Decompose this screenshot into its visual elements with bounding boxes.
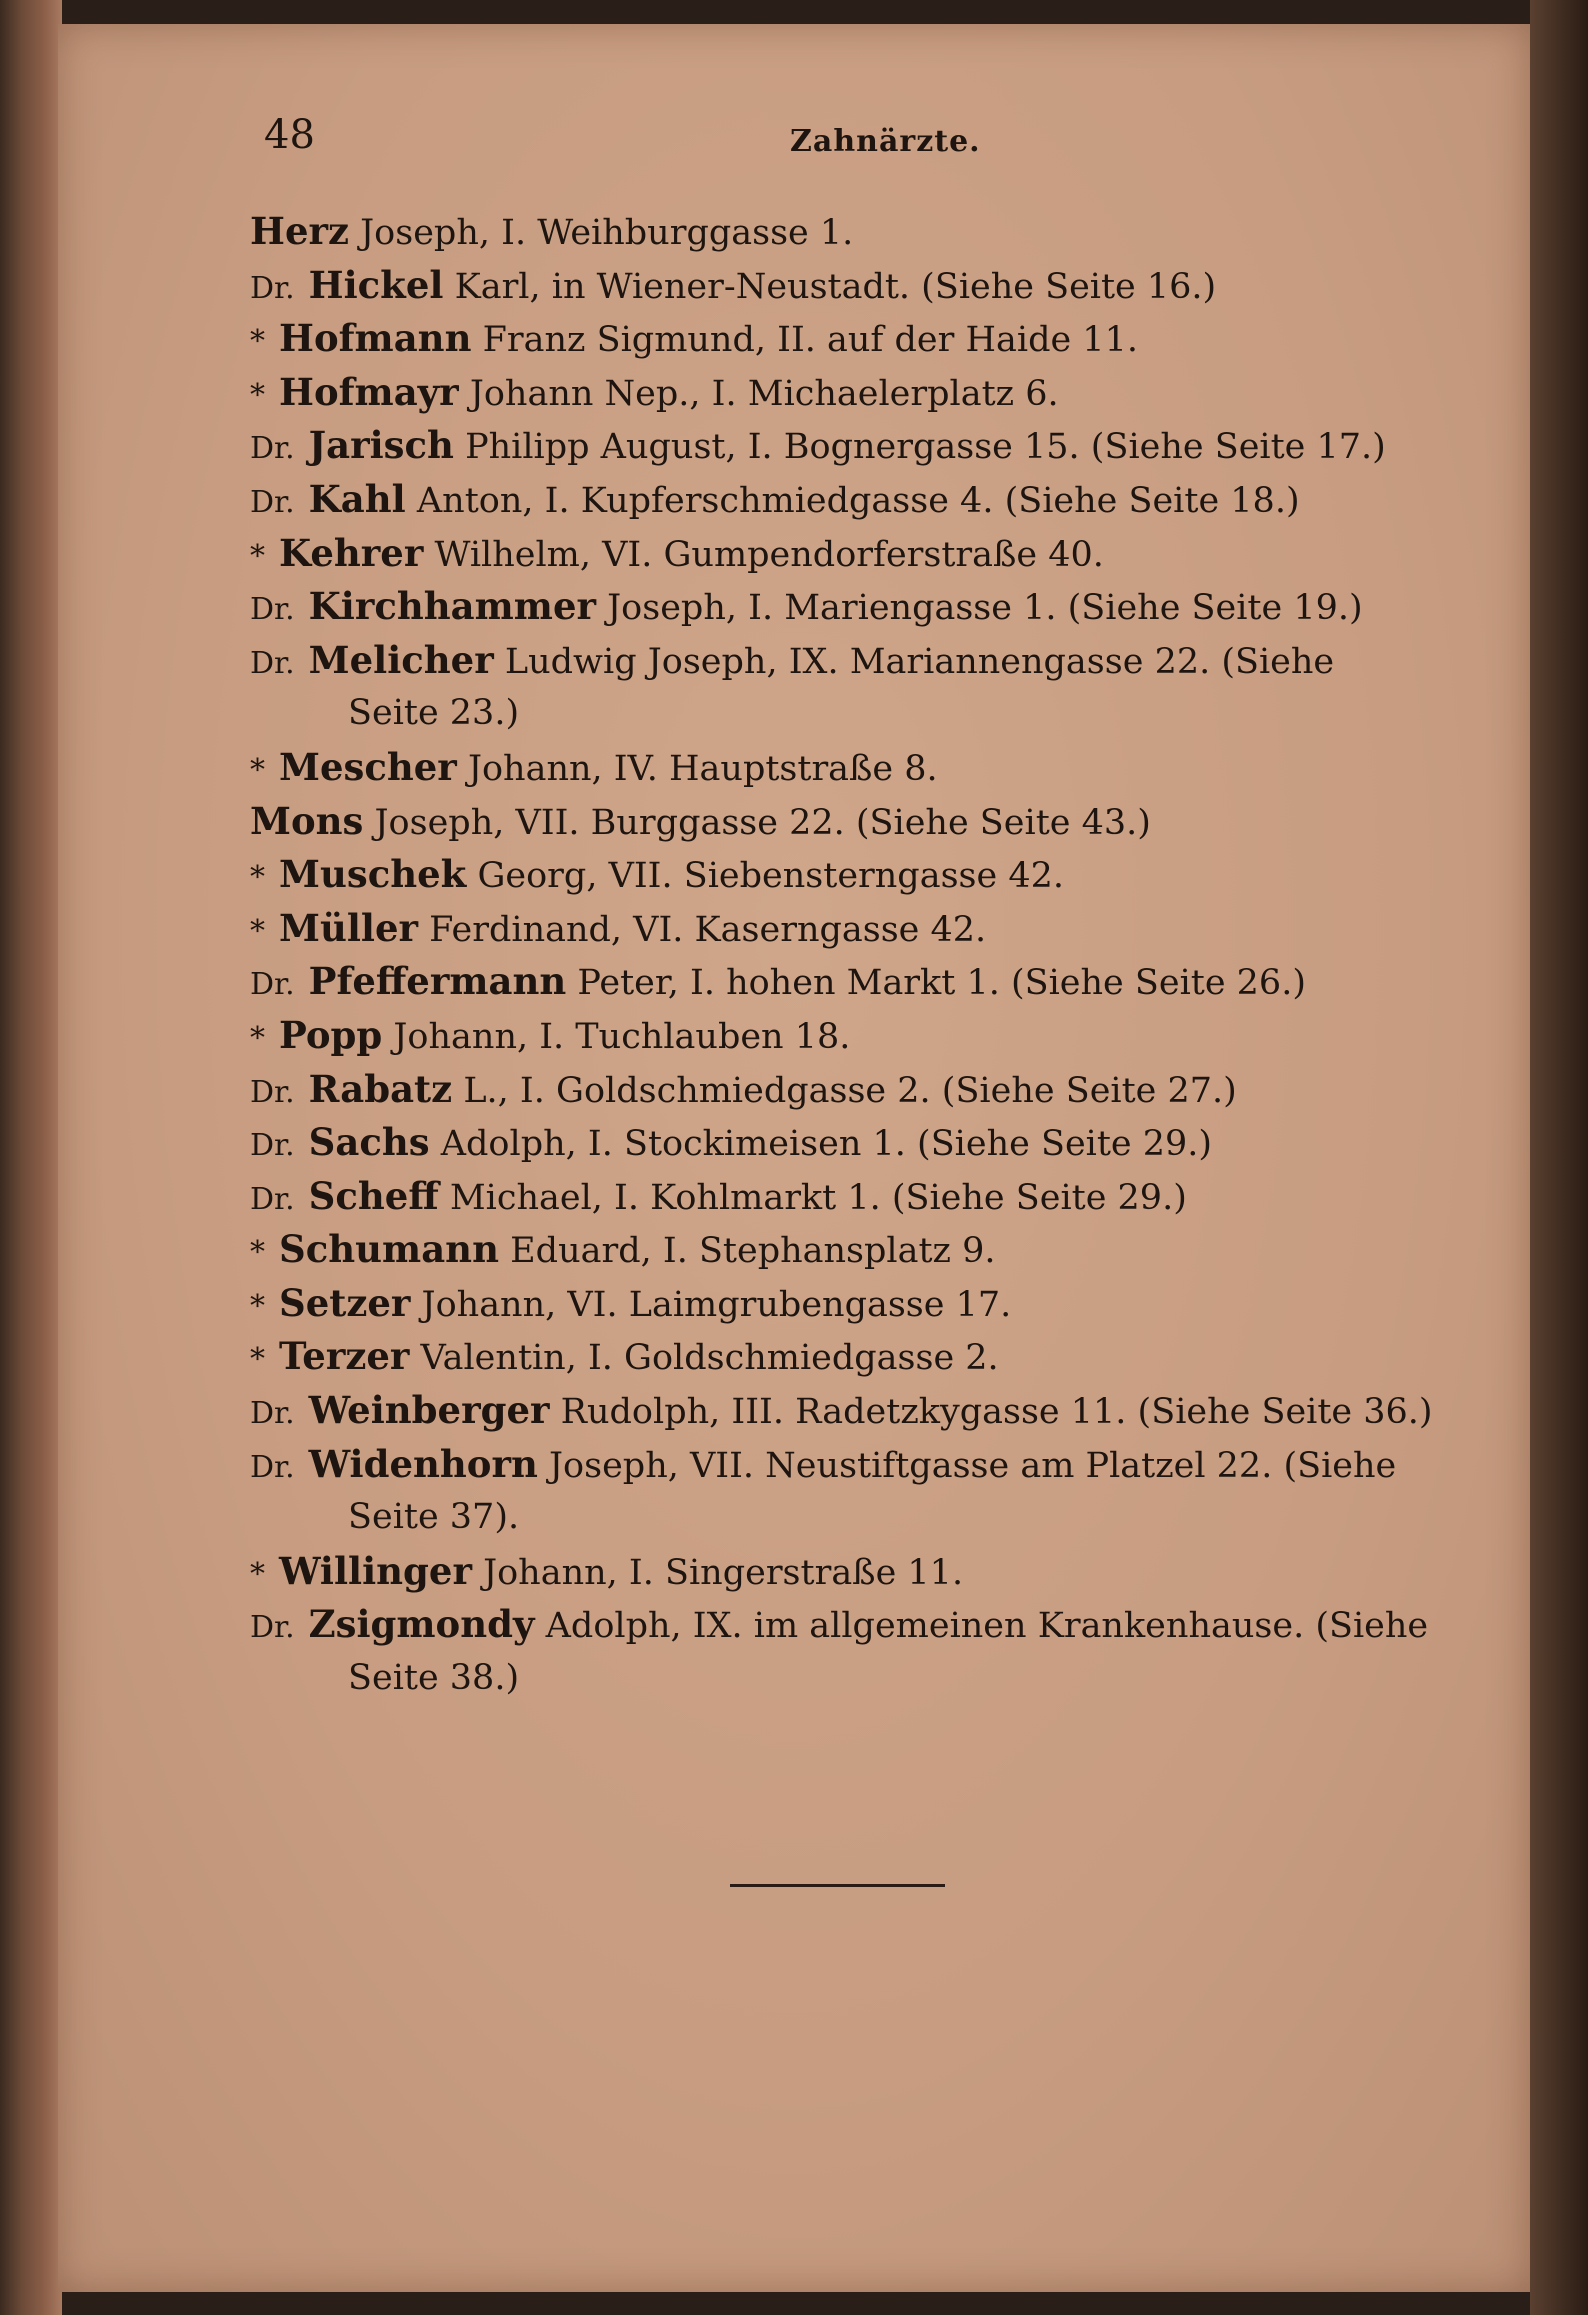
surname: Sachs xyxy=(308,1120,430,1165)
surname: Kirchhammer xyxy=(308,584,596,629)
asterisk-marker: * xyxy=(250,324,265,360)
surname: Jarisch xyxy=(308,423,454,468)
title-prefix: Dr. xyxy=(250,592,295,628)
list-item xyxy=(250,1438,1460,1492)
list-item xyxy=(250,473,1460,527)
title-prefix: Dr. xyxy=(250,967,295,1003)
page-number: 48 xyxy=(264,112,315,158)
surname: Kehrer xyxy=(279,530,424,575)
asterisk-marker: * xyxy=(250,1020,265,1056)
asterisk-marker: * xyxy=(250,752,265,788)
list-item xyxy=(250,634,1460,688)
surname: Melicher xyxy=(308,637,494,682)
list-item xyxy=(250,741,1460,795)
surname: Rabatz xyxy=(308,1066,453,1111)
title-prefix: Dr. xyxy=(250,270,295,306)
surname: Terzer xyxy=(279,1334,410,1379)
title-prefix: Dr. xyxy=(250,1396,295,1432)
surname: Mons xyxy=(250,798,364,843)
surname: Pfeffermann xyxy=(308,959,567,1004)
dentist-list xyxy=(250,205,1460,1706)
entry-details: Johann Nep., I. Michaelerplatz 6. xyxy=(469,373,1059,414)
entry-details: Joseph, VII. Burggasse 22. (Siehe Seite 43.) xyxy=(374,802,1151,843)
running-header: Zahnärzte. xyxy=(790,124,981,159)
list-item xyxy=(250,527,1460,581)
entry-details: Adolph, I. Stockimeisen 1. (Siehe Seite 29.) xyxy=(440,1124,1213,1165)
list-item xyxy=(250,902,1460,956)
entry-details: Michael, I. Kohlmarkt 1. (Siehe Seite 29.) xyxy=(449,1177,1187,1218)
scan-right-edge xyxy=(1530,0,1588,2315)
entry-details: Joseph, I. Weihburggasse 1. xyxy=(360,213,854,253)
list-item xyxy=(250,1170,1460,1224)
list-item xyxy=(250,1384,1460,1438)
surname: Schumann xyxy=(279,1227,499,1272)
list-item xyxy=(250,1009,1460,1063)
entry-details: Ludwig Joseph, IX. Mariannengasse 22. (Siehe xyxy=(504,641,1335,682)
asterisk-marker: * xyxy=(250,860,265,896)
entry-details: Johann, I. Tuchlauben 18. xyxy=(393,1016,851,1057)
list-item xyxy=(250,848,1460,902)
entry-details: Valentin, I. Goldschmiedgasse 2. xyxy=(420,1338,999,1379)
title-prefix: Dr. xyxy=(250,1128,295,1164)
list-item xyxy=(250,1545,1460,1599)
surname: Muschek xyxy=(279,852,467,897)
title-prefix: Dr. xyxy=(250,1449,295,1485)
asterisk-marker: * xyxy=(250,377,265,413)
entry-details: Johann, IV. Hauptstraße 8. xyxy=(467,748,938,789)
list-item xyxy=(250,366,1460,420)
list-item xyxy=(250,419,1460,473)
title-prefix: Dr. xyxy=(250,1181,295,1217)
asterisk-marker: * xyxy=(250,1342,265,1378)
surname: Hofmann xyxy=(279,316,472,361)
entry-details: Anton, I. Kupferschmiedgasse 4. (Siehe Seite 18.) xyxy=(416,480,1300,521)
list-item xyxy=(250,1116,1460,1170)
title-prefix: Dr. xyxy=(250,1074,295,1110)
asterisk-marker: * xyxy=(250,913,265,949)
surname: Hofmayr xyxy=(279,369,459,414)
entry-details: Wilhelm, VI. Gumpendorferstraße 40. xyxy=(434,534,1104,575)
entry-details: Rudolph, III. Radetzkygasse 11. (Siehe Seite 36.) xyxy=(560,1392,1433,1433)
surname: Weinberger xyxy=(308,1388,550,1433)
asterisk-marker: * xyxy=(250,1235,265,1271)
entry-details: Karl, in Wiener-Neustadt. (Siehe Seite 16.) xyxy=(454,266,1217,307)
asterisk-marker: * xyxy=(250,1288,265,1324)
list-item-continuation xyxy=(250,1491,1460,1545)
surname: Scheff xyxy=(308,1173,439,1218)
title-prefix: Dr. xyxy=(250,431,295,467)
surname: Zsigmondy xyxy=(308,1602,535,1647)
list-item-continuation xyxy=(250,687,1460,741)
title-prefix: Dr. xyxy=(250,645,295,681)
entry-details: Eduard, I. Stephansplatz 9. xyxy=(510,1231,996,1272)
surname: Mescher xyxy=(279,744,457,789)
list-item xyxy=(250,580,1460,634)
list-item xyxy=(250,1223,1460,1277)
entry-details: Peter, I. hohen Markt 1. (Siehe Seite 26.) xyxy=(577,963,1306,1004)
asterisk-marker: * xyxy=(250,538,265,574)
entry-details: Joseph, I. Mariengasse 1. (Siehe Seite 19.) xyxy=(607,588,1363,629)
list-item xyxy=(250,1063,1460,1117)
surname: Willinger xyxy=(279,1548,472,1593)
surname: Herz xyxy=(250,209,350,253)
surname: Setzer xyxy=(279,1280,411,1325)
list-item-continuation xyxy=(250,1652,1460,1706)
asterisk-marker: * xyxy=(250,1556,265,1592)
entry-details: Joseph, VII. Neustiftgasse am Platzel 22. (Siehe xyxy=(549,1445,1397,1486)
entry-details: Ferdinand, VI. Kaserngasse 42. xyxy=(429,909,987,950)
list-item xyxy=(250,312,1460,366)
list-item xyxy=(250,205,1460,259)
entry-details: Philipp August, I. Bognergasse 15. (Siehe Seite 17.) xyxy=(465,427,1386,468)
surname: Kahl xyxy=(308,476,406,521)
entry-details: Johann, I. Singerstraße 11. xyxy=(483,1552,964,1593)
entry-details: Seite 37). xyxy=(348,1497,520,1538)
surname: Widenhorn xyxy=(308,1441,538,1486)
entry-details: Adolph, IX. im allgemeinen Krankenhause. (Siehe xyxy=(545,1606,1429,1647)
scan-left-edge xyxy=(0,0,62,2315)
list-item xyxy=(250,259,1460,313)
surname: Hickel xyxy=(308,262,444,307)
title-prefix: Dr. xyxy=(250,1610,295,1646)
list-item xyxy=(250,1277,1460,1331)
entry-details: Georg, VII. Siebensterngasse 42. xyxy=(477,856,1064,897)
surname: Müller xyxy=(279,905,419,950)
list-item xyxy=(250,795,1460,849)
list-item xyxy=(250,1330,1460,1384)
entry-details: Seite 23.) xyxy=(348,693,520,734)
title-prefix: Dr. xyxy=(250,484,295,520)
entry-details: Johann, VI. Laimgrubengasse 17. xyxy=(421,1284,1012,1325)
end-rule xyxy=(730,1884,945,1887)
list-item xyxy=(250,955,1460,1009)
surname: Popp xyxy=(279,1012,383,1057)
entry-details: L., I. Goldschmiedgasse 2. (Siehe Seite 27.) xyxy=(463,1070,1237,1111)
entry-details: Franz Sigmund, II. auf der Haide 11. xyxy=(482,320,1138,361)
entry-details: Seite 38.) xyxy=(348,1658,520,1699)
list-item xyxy=(250,1598,1460,1652)
